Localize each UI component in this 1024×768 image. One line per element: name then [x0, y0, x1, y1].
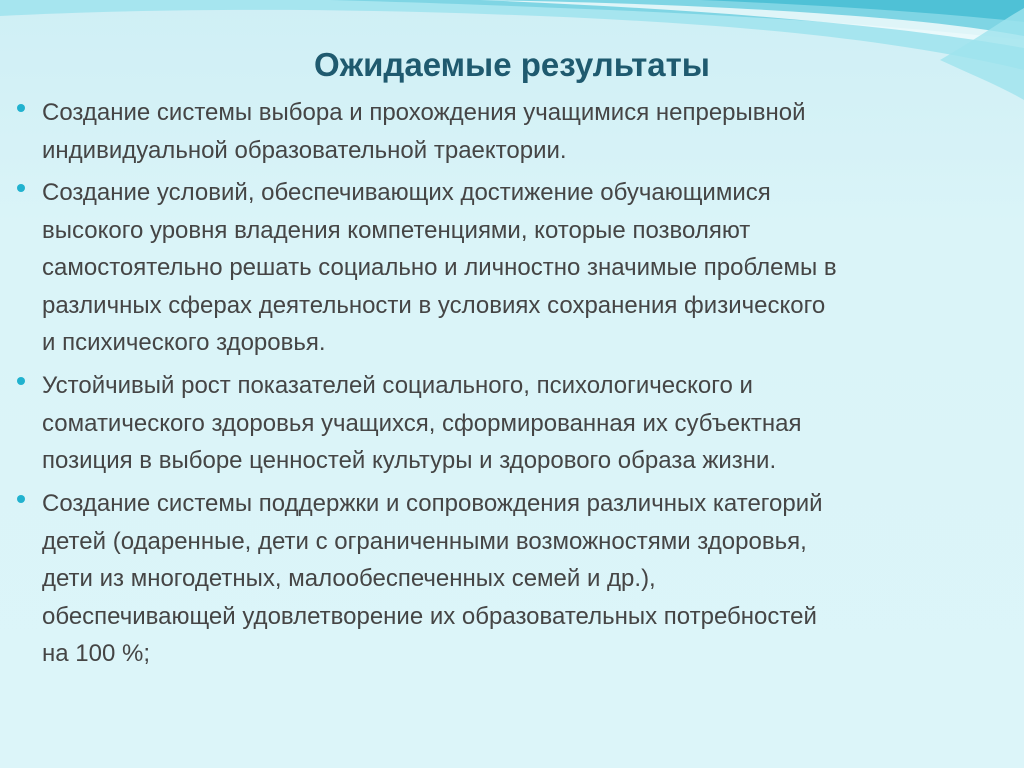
bullet-line: соматического здоровья учащихся, сформированная их субъектная: [42, 409, 802, 437]
bullet-dot-icon: [17, 495, 25, 503]
bullet-line: обеспечивающей удовлетворение их образовательных потребностей: [42, 602, 817, 630]
bullet-line: высокого уровня владения компетенциями, которые позволяют: [42, 216, 751, 244]
bullet-line: Создание системы выбора и прохождения учащимися непрерывной: [42, 99, 806, 126]
bullet-item: [42, 94, 1002, 169]
bullet-line: различных сферах деятельности в условиях сохранения физического: [42, 291, 826, 319]
bullet-dot-icon: [17, 377, 25, 385]
bullet-line: на 100 %;: [42, 640, 150, 667]
bullet-item: [42, 485, 1002, 673]
slide-title: Ожидаемые результаты: [314, 46, 710, 83]
bullet-dot-icon: [17, 184, 25, 192]
bullet-line: индивидуальной образовательной траектории.: [42, 136, 567, 164]
bullet-line: позиция в выборе ценностей культуры и здорового образа жизни.: [42, 447, 777, 474]
bullet-line: дети из многодетных, малообеспеченных семей и др.),: [42, 565, 656, 592]
bullet-line: самостоятельно решать социально и личностно значимые проблемы в: [42, 254, 837, 281]
bullet-dot-icon: [17, 104, 25, 112]
bullet-line: Создание системы поддержки и сопровождения различных категорий: [42, 490, 823, 517]
bullet-line: Устойчивый рост показателей социального, психологического и: [42, 372, 753, 399]
bullet-line: и психического здоровья.: [42, 329, 326, 356]
bullet-item: [42, 174, 1002, 362]
bullet-line: Создание условий, обеспечивающих достижение обучающимися: [42, 179, 771, 206]
bullet-item: [42, 367, 1002, 480]
bullet-line: детей (одаренные, дети с ограниченными возможностями здоровья,: [42, 527, 807, 555]
